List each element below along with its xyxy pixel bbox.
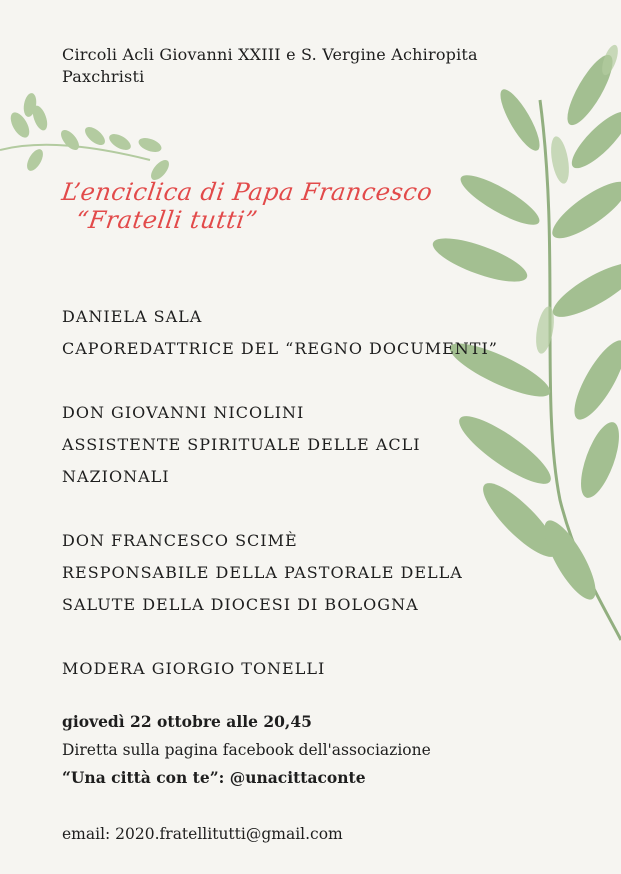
- title-subtitle: “Fratelli tutti”: [74, 206, 260, 234]
- speaker-name: DANIELA SALA: [62, 307, 203, 326]
- speaker-name: DON GIOVANNI NICOLINI: [62, 403, 305, 422]
- speakers-list: [62, 301, 532, 717]
- speaker-role: ASSISTENTE SPIRITUALE DELLE ACLI: [62, 435, 421, 454]
- speaker-block: [62, 525, 532, 621]
- speaker-block: [62, 397, 532, 493]
- speaker-role: CAPOREDATTRICE DEL “REGNO DOCUMENTI”: [62, 339, 498, 358]
- speaker-block: [62, 301, 532, 365]
- event-page-handle: “Una città con te”: @unacittaconte: [62, 768, 366, 787]
- title-line: L’enciclica di Papa Francesco: [60, 178, 435, 206]
- moderator: MODERA GIORGIO TONELLI: [62, 659, 326, 678]
- event-details: [62, 708, 522, 792]
- speaker-role: NAZIONALI: [62, 467, 170, 486]
- event-title: [56, 178, 434, 234]
- event-date: giovedì 22 ottobre alle 20,45: [62, 712, 312, 731]
- moderator-block: [62, 653, 532, 685]
- speaker-role: RESPONSABILE DELLA PASTORALE DELLA: [62, 563, 463, 582]
- event-stream-info: Diretta sulla pagina facebook dell'associazione: [62, 741, 431, 759]
- organizer-header: [62, 44, 502, 88]
- organizer-line: Circoli Acli Giovanni XXIII e S. Vergine Achiropita: [62, 45, 478, 64]
- contact-email: email: 2020.fratellitutti@gmail.com: [62, 825, 343, 843]
- organizer-line: Paxchristi: [62, 67, 145, 86]
- speaker-role: SALUTE DELLA DIOCESI DI BOLOGNA: [62, 595, 419, 614]
- speaker-name: DON FRANCESCO SCIMÈ: [62, 531, 298, 550]
